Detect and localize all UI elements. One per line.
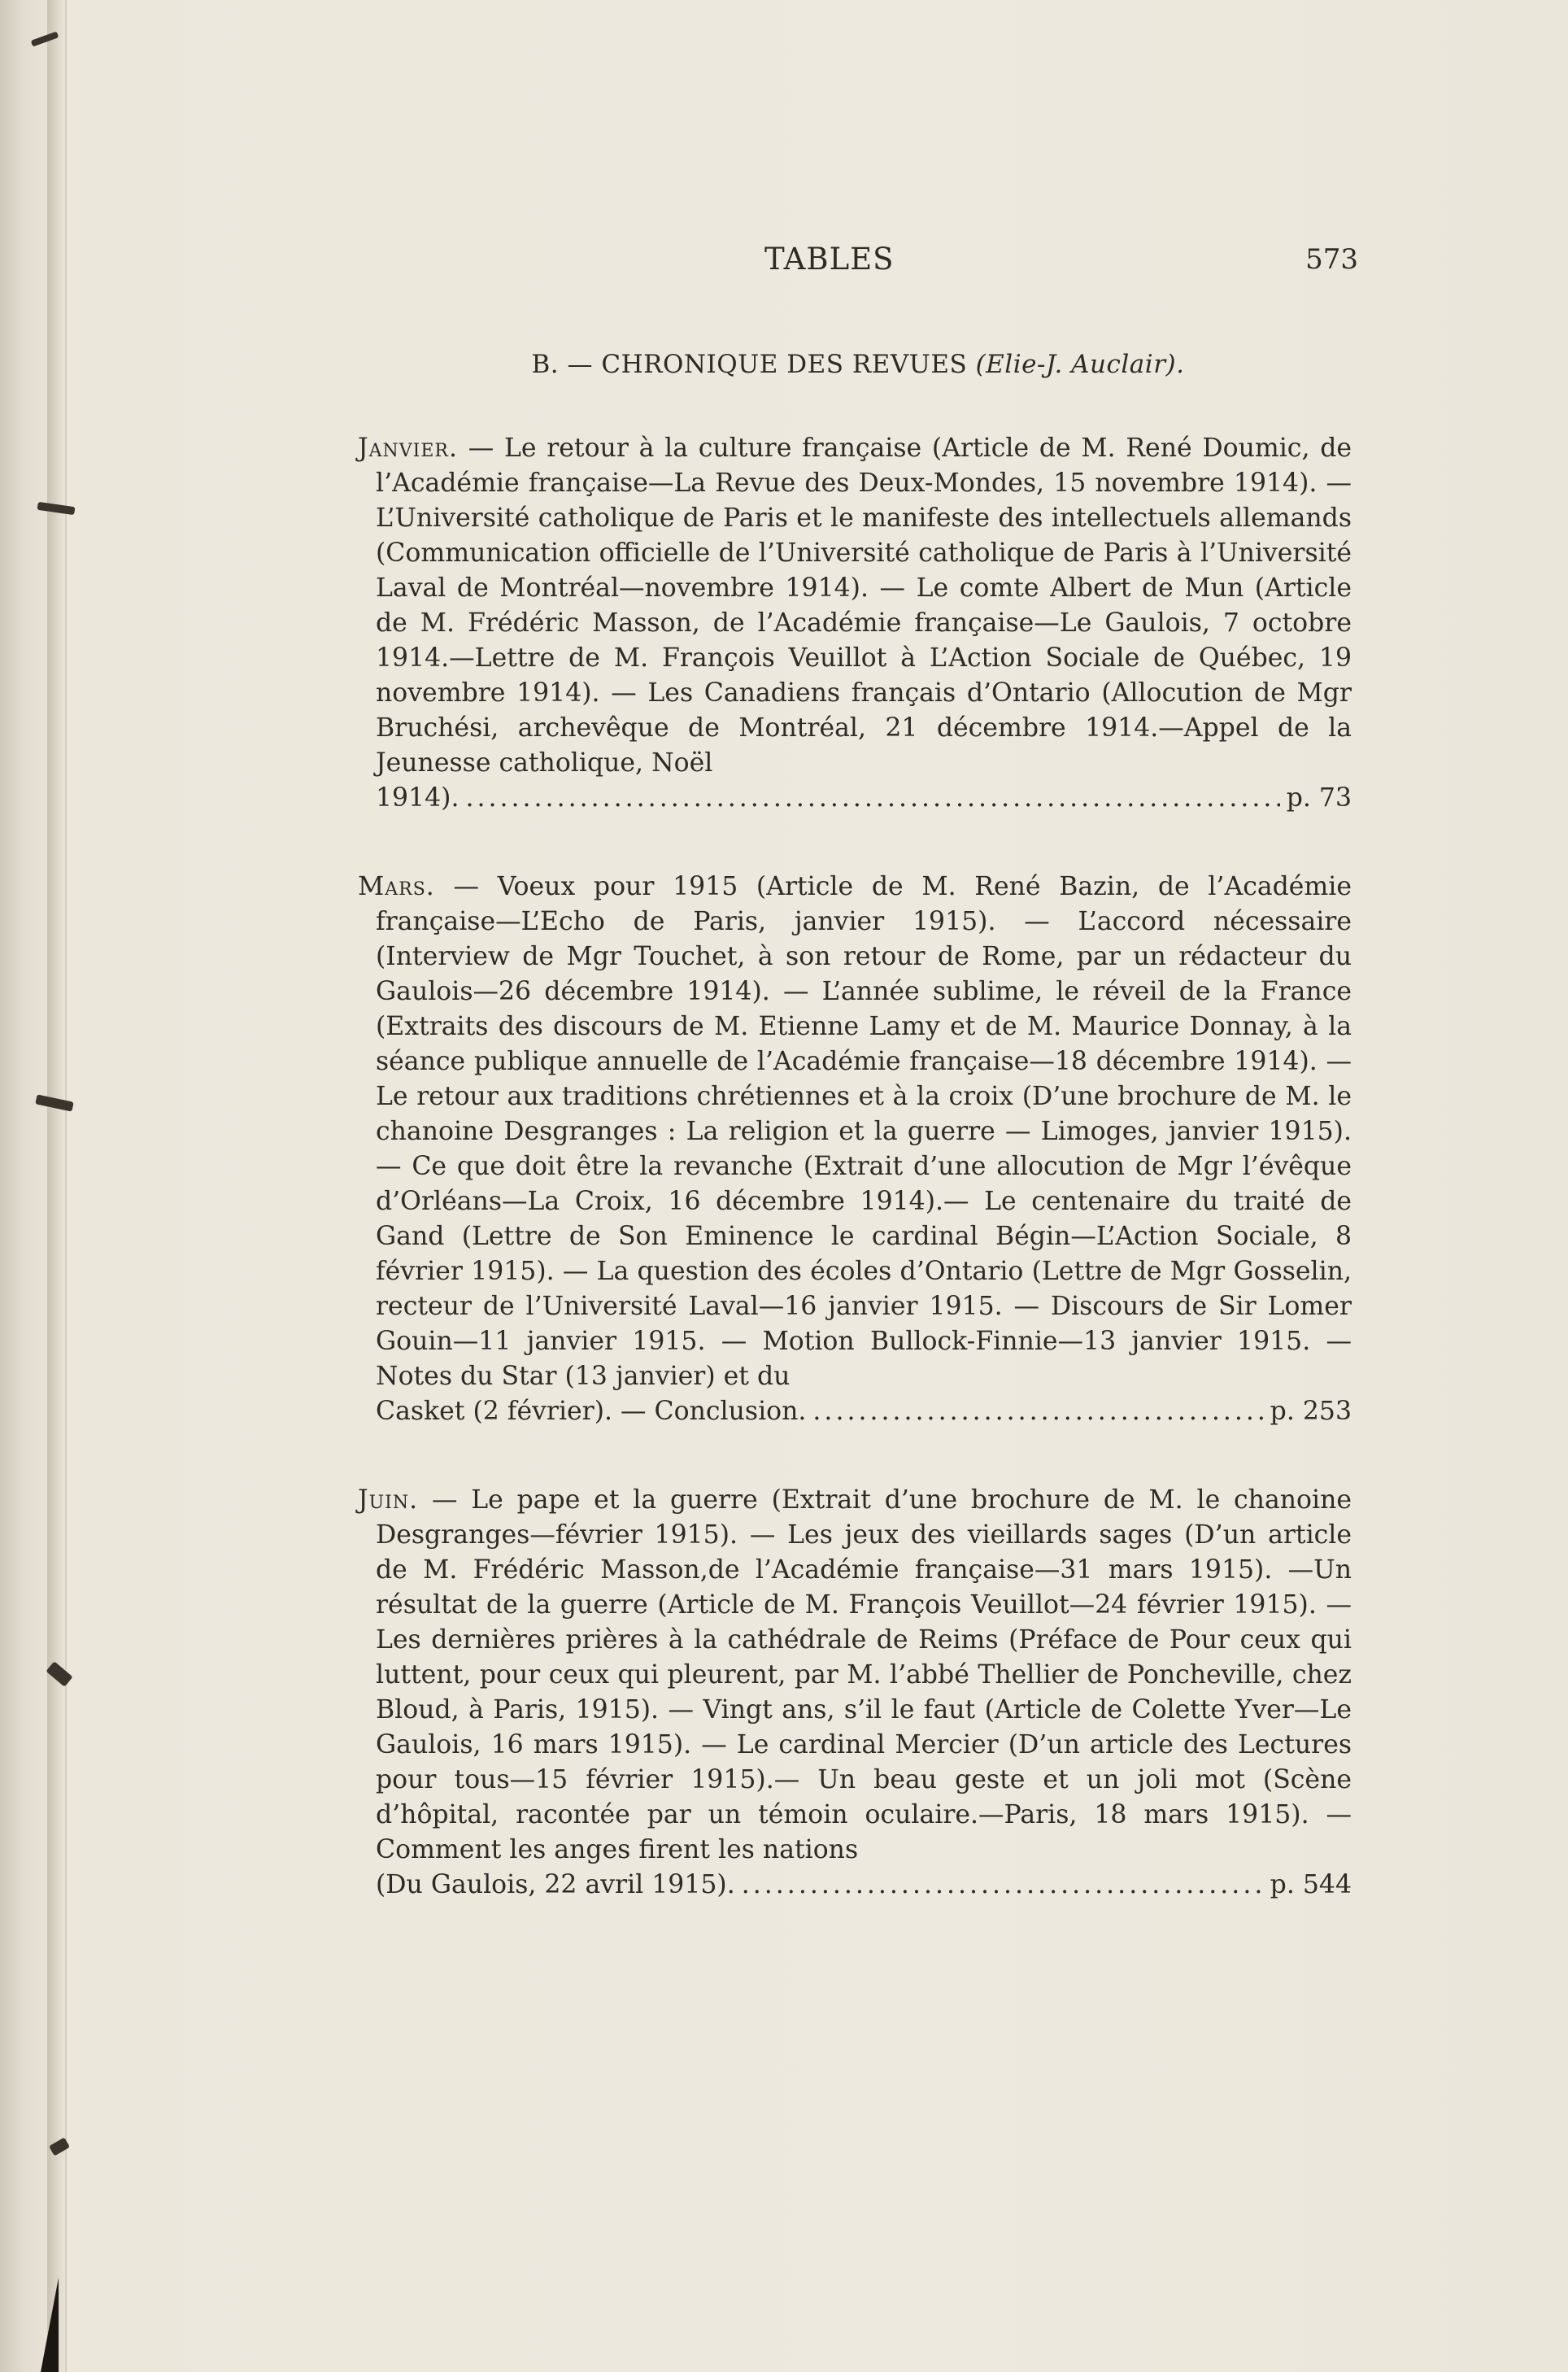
entry-janvier xyxy=(358,431,1352,816)
entry-juin xyxy=(358,1483,1352,1903)
leader-dots xyxy=(742,1868,1264,1903)
entry-page-ref: p. 544 xyxy=(1270,1870,1352,1899)
leader-dots xyxy=(812,1394,1263,1429)
entry-leader xyxy=(376,781,1352,816)
section-heading: B. — CHRONIQUE DES REVUES xyxy=(531,350,968,379)
page-number: 573 xyxy=(1305,243,1358,276)
entry-text: — Le retour à la culture française (Article de M. René Doumic, de l’Académie française—La Revue des Deux-Mondes, 15 novembre 1914). — L’Université catholique de Paris et le manifeste des intellectuels allemands (Communication officielle de l’Université catholique de Paris à l’Université Laval de Montréal—novembre 1914). — Le comte Albert de Mun (Article de M. Frédéric Masson, de l’Académie française—Le Gaulois, 7 octobre 1914.—Lettre de M. François Veuillot à L’Action Sociale de Québec, 19 novembre 1914). — Les Canadiens français d’Ontario (Allocution de Mgr Bruchési, archevêque de Montréal, 21 décembre 1914.—Appel de la Jeunesse catholique, Noël xyxy=(376,434,1352,778)
running-header xyxy=(358,242,1358,282)
section-title xyxy=(358,350,1358,379)
entry-month: Mars. xyxy=(358,872,435,901)
section-author: (Elie-J. Auclair). xyxy=(975,350,1185,379)
page-corner-shadow xyxy=(41,2278,59,2372)
entry-mars xyxy=(358,870,1352,1429)
entry-page-ref: p. 73 xyxy=(1286,783,1352,813)
running-title: TABLES xyxy=(764,242,895,277)
entry-month: Janvier. xyxy=(358,434,458,463)
leader-dots xyxy=(465,781,1279,816)
book-gutter xyxy=(47,0,67,2372)
entry-text: — Voeux pour 1915 (Article de M. René Bazin, de l’Académie française—L’Echo de Paris, janvier 1915). — L’accord nécessaire (Interview de Mgr Touchet, à son retour de Rome, par un rédacteur du Gaulois—26 décembre 1914). — L’année sublime, le réveil de la France (Extraits des discours de M. Etienne Lamy et de M. Maurice Donnay, à la séance publique annuelle de l’Académie française—18 décembre 1914). — Le retour aux traditions chrétiennes et à la croix (D’une brochure de M. le chanoine Desgranges : La religion et la guerre — Limoges, janvier 1915). — Ce que doit être la revanche (Extrait d’une allocution de Mgr l’évêque d’Orléans—La Croix, 16 décembre 1914).— Le centenaire du traité de Gand (Lettre de Son Eminence le cardinal Bégin—L’Action Sociale, 8 février 1915). — La question des écoles d’Ontario (Lettre de Mgr Gosselin, recteur de l’Université Laval—16 janvier 1915. — Discours de Sir Lomer Gouin—11 janvier 1915. — Motion Bullock-Finnie—13 janvier 1915. — Notes du Star (13 janvier) et du xyxy=(376,872,1352,1391)
entry-last-line: Casket (2 février). — Conclusion. xyxy=(376,1397,807,1426)
entry-last-line: (Du Gaulois, 22 avril 1915). xyxy=(376,1870,735,1899)
entry-text: — Le pape et la guerre (Extrait d’une brochure de M. le chanoine Desgranges—février 1915). — Les jeux des vieillards sages (D’un article de M. Frédéric Masson,de l’Académie française—31 mars 1915). —Un résultat de la guerre (Article de M. François Veuillot—24 février 1915). — Les dernières prières à la cathédrale de Reims (Préface de Pour ceux qui luttent, pour ceux qui pleurent, par M. l’abbé Thellier de Poncheville, chez Bloud, à Paris, 1915). — Vingt ans, s’il le faut (Article de Colette Yver—Le Gaulois, 16 mars 1915). — Le cardinal Mercier (D’un article des Lectures pour tous—15 février 1915).— Un beau geste et un joli mot (Scène d’hôpital, racontée par un témoin oculaire.—Paris, 18 mars 1915). — Comment les anges firent les nations xyxy=(376,1485,1352,1864)
entries-list xyxy=(358,431,1352,1956)
entry-page-ref: p. 253 xyxy=(1270,1397,1352,1426)
entry-leader xyxy=(376,1394,1352,1429)
entry-leader xyxy=(376,1868,1352,1903)
entry-month: Juin. xyxy=(358,1485,419,1515)
entry-last-line: 1914). xyxy=(376,783,460,813)
